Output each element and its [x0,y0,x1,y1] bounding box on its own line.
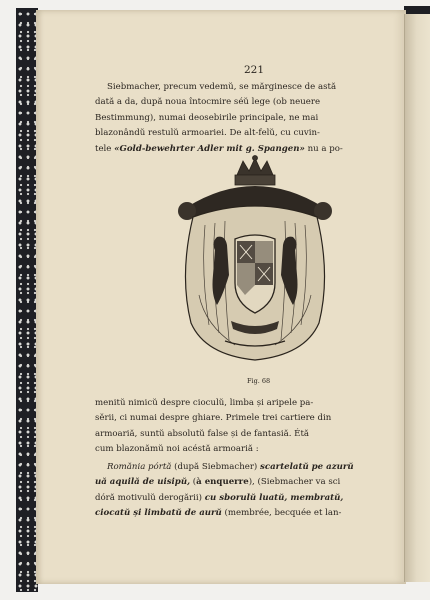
coat-of-arms-engraving [165,155,345,365]
paragraph-bottom [95,396,385,458]
text-line: blazonândŭ restulŭ armoariei. De alt-felŭ, cu cuvin- [95,128,320,139]
emphasis-run: ciocatŭ și limbatŭ de aurŭ [95,508,222,519]
emphasis-run: à enquerre [196,477,249,488]
emphasis-run: scartelatŭ pe azurŭ [260,462,354,472]
text-line: Siebmacher, precum vedemŭ, se mărginesce de astă [107,82,337,92]
text-line [95,475,385,490]
text-run: tele [95,143,115,154]
emphasis-run: «Gold-bewehrter Adler mit g. Spangen» [114,143,305,154]
emphasis-run: cu sborulŭ luatŭ, membratŭ, [204,492,344,503]
text-line: dată a da, după noua întocmire séŭ lege (ob neuere [95,97,321,108]
text-run: ( [190,477,197,488]
text-line [95,491,385,506]
paragraph-top [95,80,385,157]
figure-caption: Fig. 68 [247,377,271,385]
page-stack-edge [404,14,430,582]
paragraph-blazon [95,460,385,522]
page-number: 221 [244,64,265,76]
text-line: armoariă, suntŭ absolutŭ false și de fantasiă. Étă [95,428,310,439]
book-binding [16,8,38,592]
text-run: (membrée, becquée et lan- [221,508,342,519]
coat-of-arms-image [165,155,345,365]
emphasis-run: uă aquilă de uisipŭ, [95,477,191,488]
text-run: ), (Siebmacher va sci [248,477,341,488]
text-run: dóră motivulŭ derogării) [95,492,205,503]
text-line: sĕrii, ci numai despre ghiare. Primele trei cartiere din [95,413,332,424]
text-run: nu a po- [304,143,343,154]
text-line [95,460,385,475]
text-line: Bestimmung), numai deosebirile principale, ne mai [95,112,319,123]
book-cover-edge [404,6,430,14]
text-line: menitŭ nimicŭ despre cioculŭ, limba și aripele pa- [95,398,314,408]
text-run: (după Siebmacher) [171,462,261,472]
emphasis-run: Romănia pórtă [107,462,172,472]
text-line: cum blazonămŭ noi acéstă armoariă : [95,444,259,455]
text-line [95,506,385,521]
